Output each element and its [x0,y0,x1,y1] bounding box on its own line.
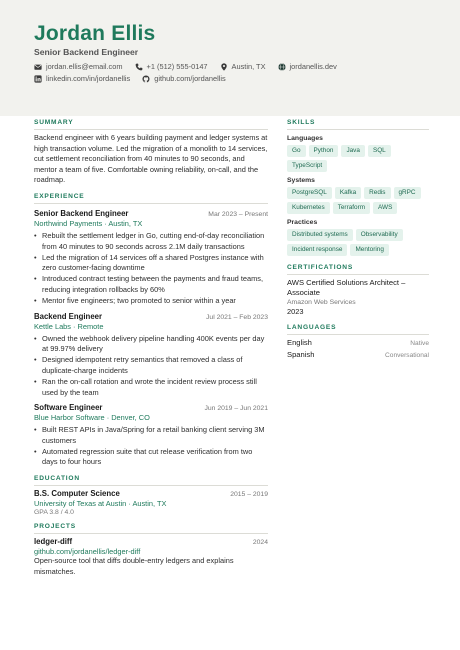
skill-tag: Redis [364,187,390,199]
contact-email-text: jordan.ellis@email.com [46,62,123,71]
resume-header [0,0,460,116]
job-bullet: • Owned the webhook delivery pipeline handling 400K events per day at 99.97% delivery [34,334,268,355]
job-title: Backend Engineer [34,311,103,321]
school-name: University of Texas at Austin · Austin, TX [34,499,167,509]
skill-tags-languages [287,145,429,172]
contact-website[interactable] [278,62,337,71]
language-item [287,350,429,359]
job-dates: Jun 2019 – Jun 2021 [204,405,268,413]
project-year: 2024 [252,539,268,547]
phone-icon [135,63,143,71]
project-description: Open-source tool that diffs double-entry ledgers and explains mismatches. [34,556,234,576]
contact-row-primary [34,62,349,71]
skill-tag: Python [309,145,339,157]
job-dates: Jul 2021 – Feb 2023 [206,313,268,321]
skill-tag: Terraform [333,202,370,214]
education-heading: EDUCATION [34,475,268,486]
skill-tag: gRPC [394,187,421,199]
candidate-role: Senior Backend Engineer [34,47,139,57]
certifications-heading: CERTIFICATIONS [287,264,429,275]
contact-location [220,62,266,71]
job-organization: Blue Harbor Software · Denver, CO [34,413,150,423]
skill-group-label: Systems [287,177,315,184]
skill-tag: Java [341,145,365,157]
sidebar-column [287,119,429,359]
contact-linkedin-text: linkedin.com/in/jordanellis [46,74,131,83]
contact-linkedin[interactable] [34,74,130,83]
certification-name: AWS Certified Solutions Architect – Associate [287,278,406,297]
skill-tags-practices [287,229,429,256]
skill-tag: TypeScript [287,160,327,172]
job-bullets [34,231,268,307]
skills-heading: SKILLS [287,119,429,130]
language-item [287,338,429,347]
language-name: Spanish [287,350,315,359]
contact-phone-text: +1 (512) 555-0147 [146,62,208,71]
job-bullet: • Ran the on-call rotation and wrote the incident review process still used by the team [34,377,268,398]
skill-tag: Go [287,145,306,157]
project-name: ledger-diff [34,537,73,547]
contact-github-text: github.com/jordanellis [154,74,226,83]
job-bullet: • Rebuilt the settlement ledger in Go, cutting end-of-day reconciliation from 40 minutes to 90 seconds across 2.1M daily transactions [34,231,268,252]
globe-icon [278,63,286,71]
job-entry [34,209,268,307]
skill-tag: Incident response [287,244,347,256]
skill-tag: Observability [356,229,403,241]
skill-group-label: Languages [287,135,323,142]
candidate-name: Jordan Ellis [34,22,156,45]
job-bullet: • Designed idempotent retry semantics that removed a class of duplicate-charge incidents [34,355,268,376]
contact-phone[interactable] [135,62,208,71]
job-bullet: • Introduced contract testing between the payments and fraud teams, reducing integration rollbacks by 60% [34,274,268,295]
job-bullet: • Led the migration of 14 services off a shared Postgres instance with zero customer-facing downtime [34,253,268,274]
job-bullets [34,334,268,399]
language-name: English [287,338,312,347]
language-level: Native [410,340,429,347]
gpa-value: GPA 3.8 / 4.0 [34,509,74,517]
skill-tag: Mentoring [350,244,388,256]
skill-tag: PostgreSQL [287,187,332,199]
skill-tag: Kafka [335,187,361,199]
education-dates: 2015 – 2019 [230,491,268,499]
degree-name: B.S. Computer Science [34,489,120,499]
job-bullet: • Mentor five engineers; two promoted to senior within a year [34,296,268,307]
languages-heading: LANGUAGES [287,324,429,335]
job-title: Software Engineer [34,403,103,413]
skill-group-label: Practices [287,219,318,226]
github-icon [142,75,150,83]
certification-year: 2023 [287,307,304,316]
skill-tag: Distributed systems [287,229,353,241]
email-icon [34,63,42,71]
projects-heading: PROJECTS [34,523,268,534]
summary-heading: SUMMARY [34,119,268,130]
experience-heading: EXPERIENCE [34,193,268,204]
job-dates: Mar 2023 – Present [208,210,268,218]
language-level: Conversational [385,352,429,359]
skill-tags-systems [287,187,429,214]
certification-issuer: Amazon Web Services [287,299,356,306]
job-entry [34,403,268,468]
main-column [34,119,268,577]
summary-text: Backend engineer with 6 years building payment and ledger systems at high transaction volume. Led the migration of a monolith to 14 services, cut settlement reconciliation from 40 minutes to 90 seconds, and mentor a team of five. Comfortable owning reliability, on-call, and the roadmap. [34,133,268,185]
contact-email[interactable] [34,62,123,71]
job-organization: Kettle Labs · Remote [34,321,104,331]
job-bullet: • Automated regression suite that cut release verification from two days to four hours [34,447,268,468]
location-icon [220,63,228,71]
contact-github[interactable] [142,74,225,83]
job-entry [34,312,268,399]
job-bullet: • Built REST APIs in Java/Spring for a retail banking client serving 3M customers [34,425,268,446]
linkedin-icon [34,75,42,83]
project-link[interactable]: github.com/jordanellis/ledger-diff [34,547,141,557]
job-title: Senior Backend Engineer [34,208,129,218]
skill-tag: SQL [368,145,391,157]
skill-tag: Kubernetes [287,202,330,214]
contact-website-text: jordanellis.dev [289,62,337,71]
contact-location-text: Austin, TX [231,62,266,71]
job-bullets [34,425,268,468]
contact-row-secondary [34,74,238,83]
skill-tag: AWS [373,202,397,214]
job-organization: Northwind Payments · Austin, TX [34,218,143,228]
